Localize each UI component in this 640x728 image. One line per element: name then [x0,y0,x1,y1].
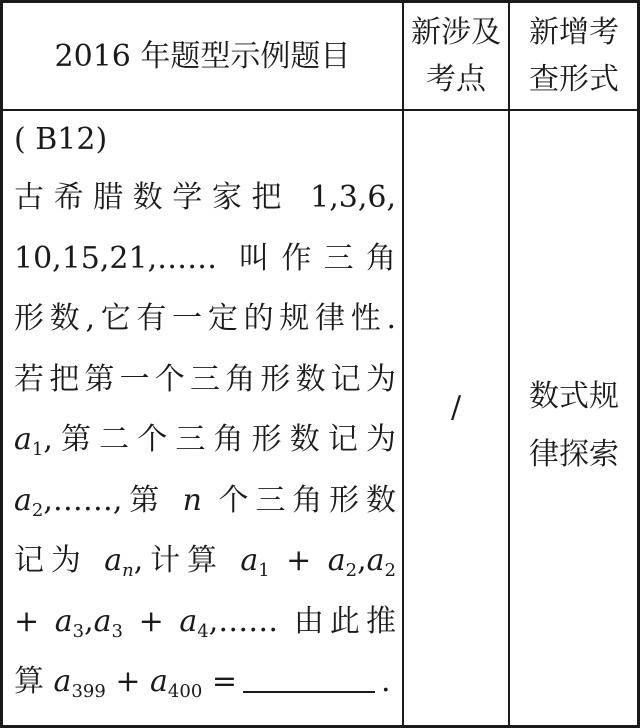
sub-2: 2 [345,560,358,581]
var-a: a [54,603,73,639]
new-form-value [511,368,637,484]
header-new-form-line1: 新增考 [529,15,619,50]
answer-blank [243,665,375,693]
sub-1: 1 [31,439,44,460]
header-new-form [511,3,637,109]
comma: , [84,603,94,639]
plus-sign: + [115,664,141,699]
question-line-8 [14,592,396,653]
question-line-6-text: ,……,第 [43,482,167,518]
question-line-6-tail: 个三角形数 [218,482,396,518]
question-line-3: 形数,它有一定的规律性. [14,301,396,336]
column-divider-1 [402,0,404,728]
header-new-topic-line2: 考点 [426,62,486,97]
comma: , [357,543,367,578]
var-n: n [182,482,202,518]
header-new-form-line2: 查形式 [529,62,619,97]
new-form-value-line2: 律探索 [529,437,619,472]
var-a: a [240,543,259,578]
question-line-2: 10,15,21,…… 叫作三角 [14,240,396,276]
var-a: a [327,543,346,578]
sub-400: 400 [167,681,203,702]
header-new-topic [404,3,508,109]
question-line-4: 若把第一个三角形数记为 [14,361,396,397]
var-a: a [53,664,72,699]
question-line-8-tail: ,…… 由此推 [208,603,396,639]
question-line-7-mid: ,计算 [133,543,224,578]
sub-2: 2 [31,499,44,521]
var-a: a [366,543,385,578]
header-divider [0,109,640,111]
period: . [380,664,391,699]
var-a: a [104,543,123,578]
plus-sign: + [138,603,164,639]
question-line-7 [14,531,396,592]
question-line-7-head: 记为 [14,543,88,578]
var-a: a [14,422,32,457]
question-label: ( B12) [14,122,108,157]
var-a: a [93,603,112,639]
question-line-6 [14,471,396,532]
var-a: a [150,664,168,699]
sub-3: 3 [72,620,85,642]
header-title-text: 2016 年题型示例题目 [54,38,351,74]
sub-4: 4 [197,620,209,642]
var-a: a [179,603,198,639]
header-title [3,3,402,109]
sub-399: 399 [71,681,106,702]
question-line-9 [14,652,396,713]
question-line-5 [14,410,396,471]
sub-n: n [122,560,134,581]
sub-1: 1 [258,560,270,581]
var-a: a [14,482,32,518]
new-topic-value [404,390,508,425]
question-line-1: 古希腊数学家把 1,3,6, [14,180,396,215]
sub-2: 2 [384,560,396,581]
question-text [14,112,396,713]
header-new-topic-line1: 新涉及 [411,15,501,50]
equals-sign: = [211,664,237,699]
sub-3: 3 [111,620,123,642]
plus-sign: + [286,543,312,578]
new-topic-slash: / [450,390,462,425]
new-form-value-line1: 数式规 [529,379,619,414]
plus-sign: + [14,603,40,639]
question-line-9-head: 算 [14,664,44,699]
question-line-5-text: ,第二个三角形数记为 [43,422,396,457]
column-divider-2 [508,0,510,728]
